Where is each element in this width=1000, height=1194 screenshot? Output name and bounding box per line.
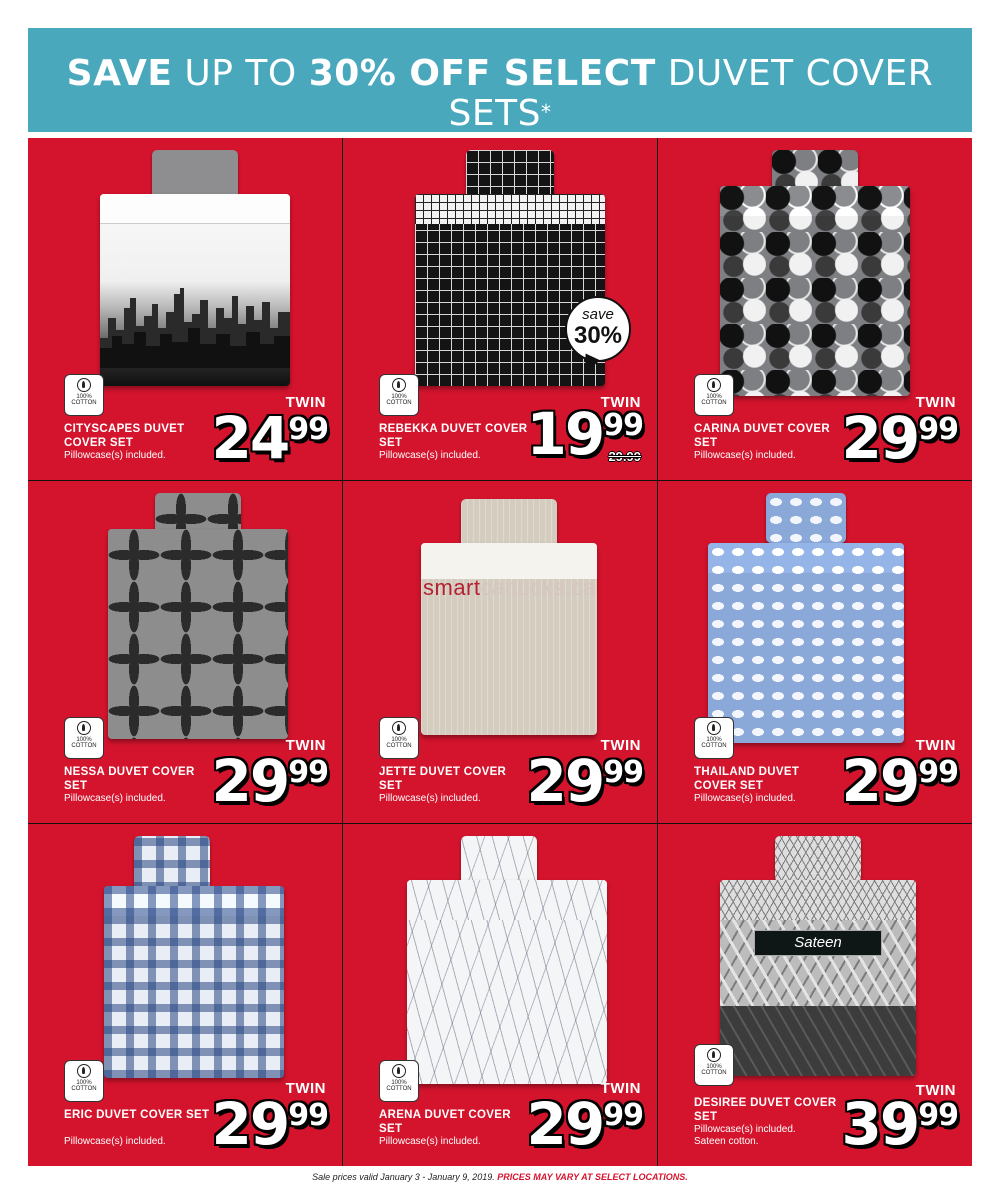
sale-price: 1999 (526, 400, 643, 468)
product-desc: Pillowcase(s) included. (64, 1136, 166, 1147)
product-image (421, 493, 597, 731)
product-name[interactable]: CITYSCAPES DUVET COVER SET (64, 423, 185, 449)
product-desc: Pillowcase(s) included. (379, 1136, 481, 1147)
size-label: TWIN (285, 737, 326, 754)
product-card-nessa[interactable] (28, 481, 342, 823)
duvet (100, 194, 290, 386)
cotton-icon (392, 378, 406, 392)
product-desc: Pillowcase(s) included. (694, 450, 796, 461)
product-name[interactable]: DESIREE DUVET COVER SET (694, 1097, 837, 1123)
cotton-icon (392, 1064, 406, 1078)
product-name[interactable]: ARENA DUVET COVER SET (379, 1109, 511, 1135)
banner-title-mark: * (540, 100, 552, 124)
product-card-desiree[interactable] (658, 824, 972, 1166)
product-desc: Pillowcase(s) included. (379, 793, 481, 804)
cotton-icon (77, 378, 91, 392)
sale-price: 2499 (211, 404, 328, 472)
duvet (108, 529, 288, 739)
cotton-badge: 100% COTTON (64, 374, 104, 416)
sale-price: 3999 (841, 1090, 958, 1158)
product-card-rebekka[interactable] (343, 138, 657, 480)
product-image (108, 493, 288, 731)
save-bubble-label: save (582, 306, 614, 323)
cotton-badge: 100% COTTON (694, 1044, 734, 1086)
pillow (134, 836, 210, 890)
sale-price: 2999 (526, 1090, 643, 1158)
skyline-graphic (100, 278, 290, 368)
product-card-thailand[interactable] (658, 481, 972, 823)
pillow (466, 150, 554, 200)
product-card-cityscapes[interactable] (28, 138, 342, 480)
product-desc: Pillowcase(s) included. (379, 450, 481, 461)
sale-price: 2999 (526, 747, 643, 815)
product-image (100, 150, 290, 388)
banner-title-upto: UP TO (172, 53, 309, 94)
cotton-icon (392, 721, 406, 735)
cotton-icon (77, 721, 91, 735)
sale-price: 2999 (841, 747, 958, 815)
save-bubble (565, 296, 631, 362)
product-image (720, 836, 916, 1074)
watermark: smartcanucks.ca (423, 575, 596, 600)
duvet (708, 543, 904, 743)
product-card-arena[interactable] (343, 824, 657, 1166)
cotton-badge: 100% COTTON (379, 374, 419, 416)
size-label: TWIN (285, 394, 326, 411)
cotton-badge: 100% COTTON (694, 717, 734, 759)
banner-title (28, 54, 972, 134)
size-label: TWIN (915, 394, 956, 411)
product-grid (28, 138, 972, 1166)
product-image (720, 150, 910, 388)
sale-price: 2999 (841, 404, 958, 472)
sale-price: 2999 (211, 747, 328, 815)
product-desc-2: Sateen cotton. (694, 1136, 759, 1147)
product-desc: Pillowcase(s) included. (694, 1124, 796, 1135)
product-card-carina[interactable] (658, 138, 972, 480)
size-label: TWIN (915, 737, 956, 754)
product-image (708, 493, 904, 731)
duvet (720, 880, 916, 1076)
size-label: TWIN (285, 1080, 326, 1097)
pillow (461, 499, 557, 549)
product-card-jette[interactable] (343, 481, 657, 823)
product-desc: Pillowcase(s) included. (64, 450, 166, 461)
banner-title-select: SELECT (490, 53, 656, 94)
regular-price: 29.99 (608, 449, 641, 464)
duvet (421, 543, 597, 735)
banner-title-save: SAVE (66, 53, 173, 94)
cotton-badge: 100% COTTON (694, 374, 734, 416)
product-image (407, 836, 607, 1074)
pillow (775, 836, 861, 882)
product-name[interactable]: REBEKKA DUVET COVER SET (379, 423, 528, 449)
product-name[interactable]: THAILAND DUVET COVER SET (694, 766, 800, 792)
save-bubble-pct: 30% (573, 322, 623, 349)
cotton-icon (77, 1064, 91, 1078)
duvet (407, 880, 607, 1084)
size-label: TWIN (600, 394, 641, 411)
size-label: TWIN (600, 1080, 641, 1097)
duvet (720, 186, 910, 396)
product-name[interactable]: JETTE DUVET COVER SET (379, 766, 507, 792)
promo-banner (28, 28, 972, 132)
pillow (152, 150, 238, 200)
cotton-badge: 100% COTTON (64, 1060, 104, 1102)
size-label: TWIN (600, 737, 641, 754)
product-desc: Pillowcase(s) included. (64, 793, 166, 804)
cotton-icon (707, 378, 721, 392)
pillow (766, 493, 846, 543)
cotton-icon (707, 1048, 721, 1062)
size-label: TWIN (915, 1082, 956, 1099)
sale-price: 2999 (211, 1090, 328, 1158)
product-name[interactable]: ERIC DUVET COVER SET (64, 1109, 210, 1121)
duvet (415, 194, 605, 386)
footer-text: Sale prices valid January 3 - January 9, 2019. (312, 1172, 498, 1182)
product-card-eric[interactable] (28, 824, 342, 1166)
cotton-badge: 100% COTTON (64, 717, 104, 759)
product-name[interactable]: CARINA DUVET COVER SET (694, 423, 830, 449)
duvet (104, 886, 284, 1078)
product-name[interactable]: NESSA DUVET COVER SET (64, 766, 195, 792)
cotton-badge: 100% COTTON (379, 1060, 419, 1102)
sateen-tag: Sateen (754, 930, 882, 956)
cotton-badge: 100% COTTON (379, 717, 419, 759)
cotton-icon (707, 721, 721, 735)
footer-disclaimer (0, 1172, 1000, 1182)
banner-title-pct: 30% OFF (308, 53, 491, 94)
product-image (104, 836, 284, 1074)
footer-emphasis: PRICES MAY VARY AT SELECT LOCATIONS. (497, 1172, 688, 1182)
product-desc: Pillowcase(s) included. (694, 793, 796, 804)
banner-title-rest: DUVET COVER SETS (448, 53, 934, 134)
